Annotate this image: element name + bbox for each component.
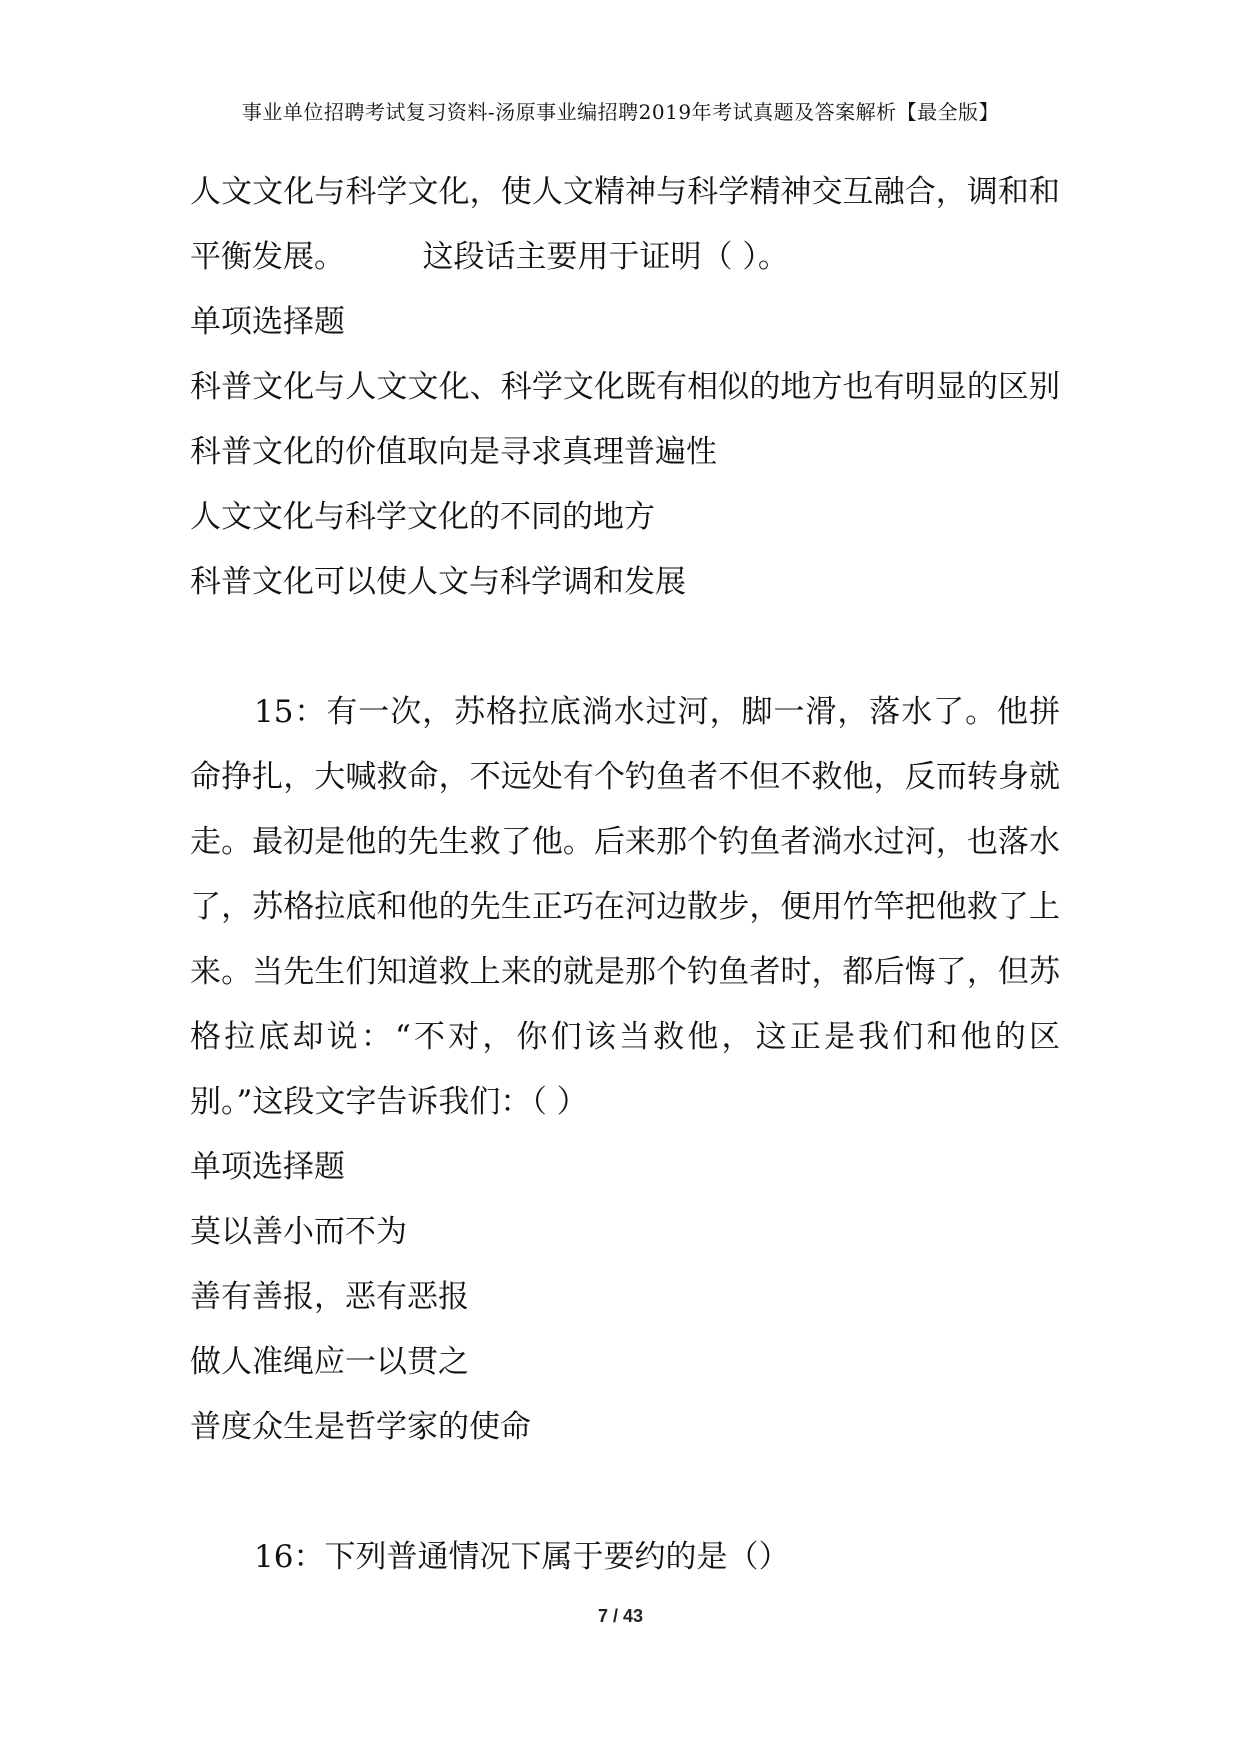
question-14-block <box>190 160 1060 615</box>
question-14-stem-line-1: 人文文化与科学文化，使人文精神与科学精神交互融合，调和和 <box>190 174 1060 210</box>
question-16-stem: 16：下列普通情况下属于要约的是（） <box>254 1539 790 1575</box>
question-15-option-d: 普度众生是哲学家的使命 <box>190 1409 531 1445</box>
page-number: 7 / 43 <box>597 1606 644 1626</box>
question-14-option-d: 科普文化可以使人文与科学调和发展 <box>190 564 686 600</box>
question-15-block <box>190 680 1060 1460</box>
question-15-stem-line-7: 别。”这段文字告诉我们：（ ） <box>190 1084 588 1120</box>
question-15-option-c: 做人准绳应一以贯之 <box>190 1344 469 1380</box>
question-15-option-a: 莫以善小而不为 <box>190 1214 407 1250</box>
question-16-block <box>190 1525 1060 1590</box>
question-14-option-c: 人文文化与科学文化的不同的地方 <box>190 499 655 535</box>
question-15-stem-line-2: 命挣扎，大喊救命，不远处有个钓鱼者不但不救他，反而转身就 <box>190 759 1060 795</box>
question-15-option-b: 善有善报，恶有恶报 <box>190 1279 469 1315</box>
question-14-type: 单项选择题 <box>190 304 345 340</box>
document-header: 事业单位招聘考试复习资料-汤原事业编招聘2019年考试真题及答案解析【最全版】 <box>241 100 1000 124</box>
question-15-type: 单项选择题 <box>190 1149 345 1185</box>
document-body <box>190 160 1060 1590</box>
question-15-stem-line-4: 了，苏格拉底和他的先生正巧在河边散步，便用竹竿把他救了上 <box>190 889 1060 925</box>
question-15-stem-line-5: 来。当先生们知道救上来的就是那个钓鱼者时，都后悔了，但苏 <box>190 954 1060 990</box>
section-spacer <box>190 1460 1060 1525</box>
question-15-stem-line-3: 走。最初是他的先生救了他。后来那个钓鱼者淌水过河，也落水 <box>190 824 1060 860</box>
section-spacer <box>190 615 1060 680</box>
question-14-option-a: 科普文化与人文文化、科学文化既有相似的地方也有明显的区别 <box>190 369 1060 405</box>
question-15-stem-line-1: 15：有一次，苏格拉底淌水过河，脚一滑，落水了。他拼 <box>254 694 1060 730</box>
question-15-stem-line-6: 格拉底却说：“不对，你们该当救他，这正是我们和他的区 <box>190 1019 1060 1055</box>
question-14-stem-line-2: 平衡发展。 这段话主要用于证明（ ）。 <box>190 239 789 275</box>
question-14-option-b: 科普文化的价值取向是寻求真理普遍性 <box>190 434 717 470</box>
